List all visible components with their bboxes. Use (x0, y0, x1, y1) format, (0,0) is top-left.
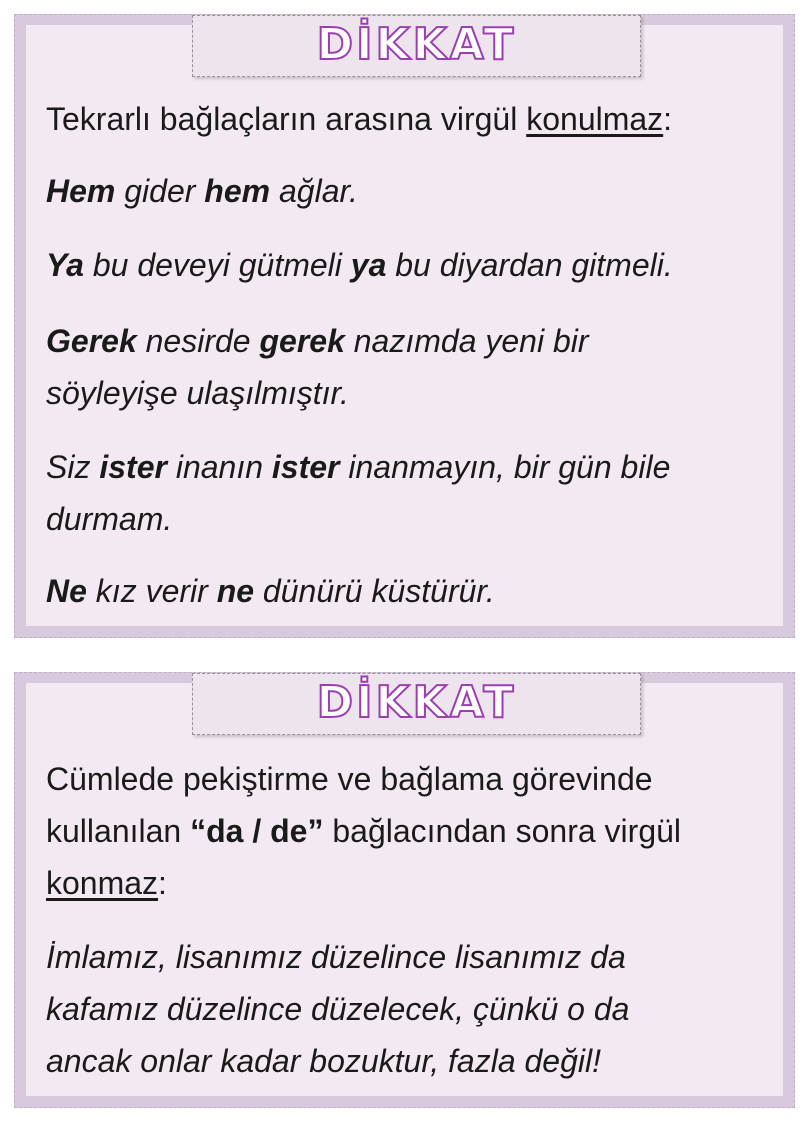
ex1-seg3: ağlar. (270, 173, 358, 209)
ex3-seg3: nazımda yeni bir söyleyişe ulaşılmıştır. (46, 323, 589, 411)
ex2-seg1: bu deveyi gütmeli (83, 247, 351, 283)
ex4-seg4: inanmayın, bir gün bile durmam. (46, 449, 671, 537)
ex5-seg3: dünürü küstürür. (254, 573, 495, 609)
dikkat-card-1-body (26, 19, 783, 626)
ex1-seg0: Hem (46, 173, 116, 209)
dikkat-card-1 (14, 14, 795, 638)
dikkat-card-2-body (26, 677, 783, 1096)
dikkat-title-1: DİKKAT (316, 19, 517, 70)
ex2-seg2: ya (350, 247, 387, 283)
ex3-seg0: Gerek (46, 323, 137, 359)
ex4-seg2: inanın (166, 449, 272, 485)
dikkat-title-2: DİKKAT (316, 677, 517, 728)
ex5-seg0: Ne (46, 573, 87, 609)
ex3-seg2: gerek (259, 323, 345, 359)
rule-2-prefix: Cümlede pekiştirme ve bağlama görevinde kullanılan (46, 761, 653, 849)
rule-text-2 (46, 753, 773, 909)
ex5-seg1: kız verir (86, 573, 217, 609)
rule-2-underlined: konmaz (46, 865, 159, 901)
rule-2-bold: “da / de” (190, 813, 324, 849)
ex1-seg1: gider (115, 173, 205, 209)
example-1 (46, 165, 775, 217)
rule-1-suffix: : (663, 101, 673, 137)
rule-2-middle: bağlacından sonra virgül (323, 813, 682, 849)
ex4-seg0: Siz (46, 449, 100, 485)
example-5 (46, 565, 775, 617)
ex5-seg2: ne (216, 573, 255, 609)
rule-1-underlined: konulmaz (526, 101, 664, 137)
example-3 (46, 315, 663, 419)
ex1-seg2: hem (204, 173, 271, 209)
example-2 (46, 239, 775, 291)
ex2-seg0: Ya (46, 247, 84, 283)
example-card-2: İmlamız, lisanımız düzelince lisanımız da kafamız düzelince düzelecek, çünkü o da ancak onlar kadar bozuktur, fazla değil! (46, 939, 630, 1079)
dikkat-title-tab-2 (192, 673, 641, 735)
ex4-seg3: ister (271, 449, 340, 485)
example-4 (46, 441, 775, 545)
rule-2-suffix: : (158, 865, 167, 901)
ex4-seg1: ister (99, 449, 167, 485)
ex3-seg1: nesirde (136, 323, 260, 359)
rule-1-prefix: Tekrarlı bağlaçların arasına virgül (46, 101, 527, 137)
rule-text-1 (46, 93, 775, 145)
ex2-seg3: bu diyardan gitmeli. (386, 247, 673, 283)
dikkat-title-tab-1 (192, 15, 641, 77)
dikkat-card-2 (14, 672, 795, 1108)
